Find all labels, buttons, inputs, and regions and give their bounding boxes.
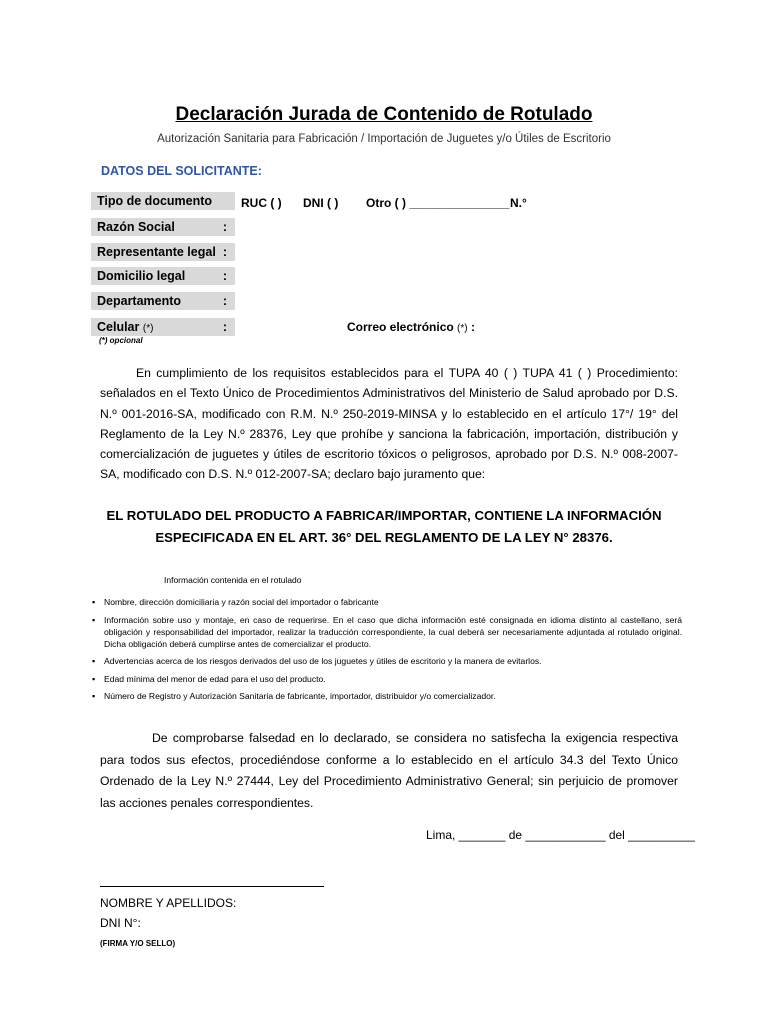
optional-note: (*) opcional <box>99 336 143 345</box>
label-text: Tipo de documento <box>97 194 213 208</box>
label-tipo-documento <box>91 192 235 210</box>
label-text: Departamento <box>97 294 182 308</box>
falsedad-paragraph <box>100 728 678 814</box>
signature-line <box>100 886 324 887</box>
label-representante-legal <box>91 243 235 261</box>
declaration-paragraph <box>100 363 678 485</box>
document-subtitle: Autorización Sanitaria para Fabricación / Importación de Juguetes y/o Útiles de Escritorio <box>157 133 611 145</box>
label-colon: : <box>222 320 227 334</box>
optional-star: (*) <box>142 323 154 334</box>
label-text: Razón Social <box>97 220 175 234</box>
label-text: Domicilio legal <box>97 269 186 283</box>
signature-dni-label: DNI N°: <box>100 916 141 930</box>
list-item: ▪ Advertencias acerca de los riesgos derivados del uso de los juguetes y útiles de escritorio y la manera de evitarlos. <box>92 655 682 667</box>
list-item: ▪ Edad mínima del menor de edad para el uso del producto. <box>92 673 682 685</box>
place-date-line[interactable]: Lima, _______ de ____________ del __________ <box>426 828 695 842</box>
option-otro[interactable]: Otro ( ) _______________ <box>366 196 510 210</box>
paragraph-text: De comprobarse falsedad en lo declarado, se considera no satisfecha la exigencia respectiva para todos sus efectos, procediéndose conforme a lo establecido en el artículo 34.3 del Texto Único Ordenado de la Ley N.º 27444, Ley del Procedimiento Administrativo General; sin perjuicio de promover las acciones penales correspondientes. <box>100 731 678 810</box>
signature-name-label: NOMBRE Y APELLIDOS: <box>100 896 237 910</box>
label-text: Representante legal <box>97 245 216 259</box>
correo-label: Correo electrónico <box>347 320 454 334</box>
label-colon: : <box>222 220 227 234</box>
label-departamento <box>91 292 235 310</box>
correo-field <box>347 320 475 334</box>
label-celular <box>91 318 235 336</box>
statement-line-1: EL ROTULADO DEL PRODUCTO A FABRICAR/IMPORTAR, CONTIENE LA INFORMACIÓN <box>106 508 662 523</box>
correo-colon: : <box>470 320 475 334</box>
signature-firma-label: (FIRMA Y/O SELLO) <box>100 939 176 948</box>
numero-label: N.° <box>510 196 527 210</box>
label-colon: : <box>222 269 227 283</box>
list-item: ▪ Nombre, dirección domiciliaria y razón social del importador o fabricante <box>92 596 682 608</box>
info-title: Información contenida en el rotulado <box>164 575 302 585</box>
statement-line-2: ESPECIFICADA EN EL ART. 36° DEL REGLAMENTO DE LA LEY N° 28376. <box>155 530 613 545</box>
paragraph-text: En cumplimiento de los requisitos establecidos para el TUPA 40 ( ) TUPA 41 ( ) Procedimiento: señalados en el Texto Único de Procedimientos Administrativos del Ministerio de Salud aprobado por D.S. N.º 001-2016-SA, modificado con R.M. N.º 250-2019-MINSA y lo establecido en el artículo 17°/ 19° del Reglamento de la Ley N.º 28376, Ley que prohíbe y sanciona la fabricación, importación, distribución y comercialización de juguetes y útiles de escritorio tóxicos o peligrosos, aprobado por D.S. N.º 008-2007-SA, modificado con D.S. N.º 012-2007-SA; declaro bajo juramento que: <box>100 366 678 482</box>
option-dni[interactable]: DNI ( ) <box>303 196 339 210</box>
optional-star: (*) <box>457 323 468 334</box>
document-title: Declaración Jurada de Contenido de Rotulado <box>175 104 593 125</box>
label-colon: : <box>222 245 227 259</box>
option-ruc[interactable]: RUC ( ) <box>241 196 282 210</box>
info-list <box>92 596 682 708</box>
label-colon: : <box>222 294 227 308</box>
list-item: ▪ Número de Registro y Autorización Sanitaria de fabricante, importador, distribuidor y/o comercializador. <box>92 690 682 702</box>
label-razon-social <box>91 218 235 236</box>
list-item: ▪ Información sobre uso y montaje, en caso de requerirse. En el caso que dicha información esté consignada en idioma distinto al castellano, será obligación y responsabilidad del importador, realizar la traducción correspondiente, la cual deberá ser necesariamente adjuntada al rotulado original. Dicha obligación deberá cumplirse antes de comercializar el producto. <box>92 614 682 650</box>
section-title: DATOS DEL SOLICITANTE: <box>101 164 262 178</box>
label-text: Celular <box>97 320 140 334</box>
label-domicilio-legal <box>91 267 235 285</box>
